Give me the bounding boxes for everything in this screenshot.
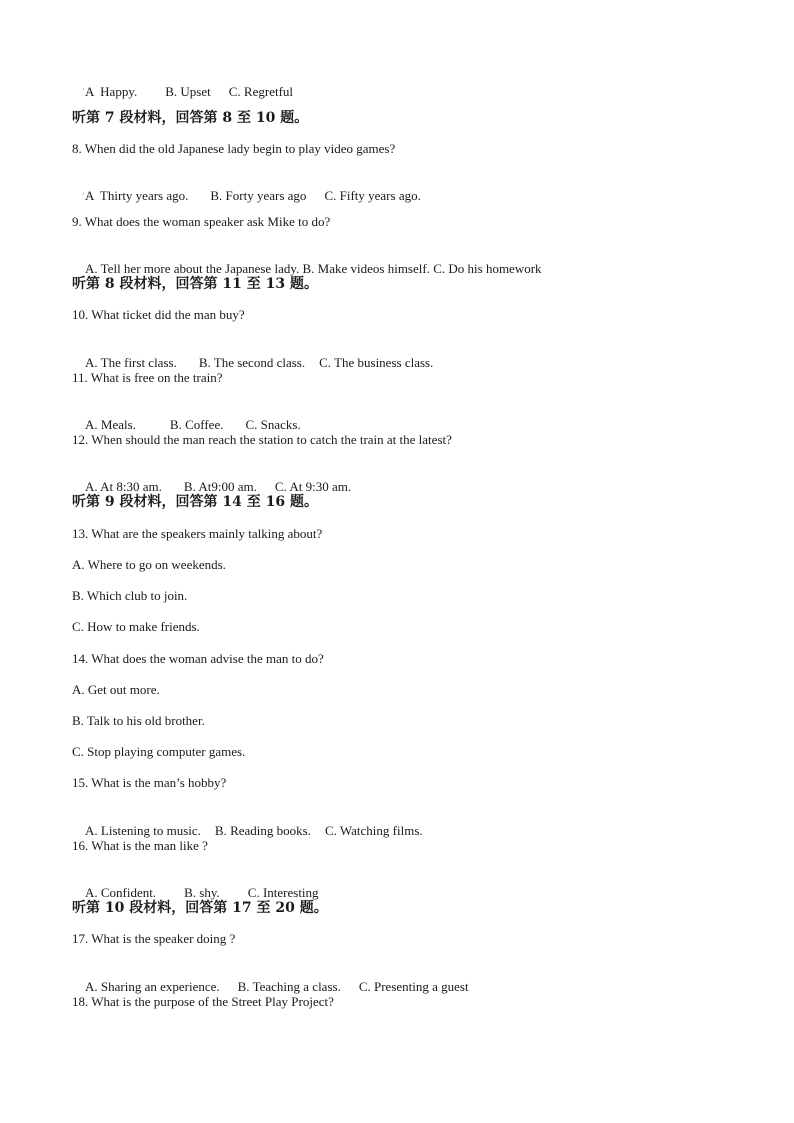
q13-option-c: C. How to make friends.: [72, 619, 200, 634]
q7-option-b: B. Upset: [165, 84, 211, 99]
q14-option-b: B. Talk to his old brother.: [72, 713, 205, 728]
q14-option-a: A. Get out more.: [72, 682, 160, 697]
q8-option-a: A Thirty years ago.: [85, 188, 189, 203]
q11-option-c: C. Snacks.: [245, 417, 301, 432]
q7-option-a: A Happy.: [85, 84, 138, 99]
q17-option-a: A. Sharing an experience.: [85, 979, 220, 994]
q10-option-b: B. The second class.: [198, 355, 306, 370]
q13-option-b: B. Which club to join.: [72, 588, 188, 603]
q16-question: 16. What is the man like ?: [72, 838, 208, 853]
q16-option-a: A. Confident.: [85, 885, 157, 900]
q14-question: 14. What does the woman advise the man to do?: [72, 651, 324, 666]
q9-question: 9. What does the woman speaker ask Mike to do?: [72, 214, 331, 229]
section10-heading: 听第 10 段材料，回答第 17 至 20 题。: [72, 900, 328, 916]
q13-option-a: A. Where to go on weekends.: [72, 557, 226, 572]
q10-option-c: C. The business class.: [319, 355, 434, 370]
q15-option-b: B. Reading books.: [214, 823, 311, 838]
q12-option-c: C. At 9:30 am.: [274, 479, 352, 494]
q10-question: 10. What ticket did the man buy?: [72, 307, 245, 322]
q7-options: [72, 68, 293, 116]
q12-option-a: A. At 8:30 am.: [85, 479, 162, 494]
q12-question: 12. When should the man reach the station to catch the train at the latest?: [72, 432, 452, 447]
q15-option-a: A. Listening to music.: [85, 823, 201, 838]
q17-question: 17. What is the speaker doing ?: [72, 931, 236, 946]
q11-question: 11. What is free on the train?: [72, 370, 223, 385]
q15-option-c: C. Watching films.: [324, 823, 423, 838]
section8-heading: 听第 8 段材料，回答第 11 至 13 题。: [72, 276, 318, 292]
q8-option-c: C. Fifty years ago.: [324, 188, 421, 203]
q9-option-a: A. Tell her more about the Japanese lady.: [85, 261, 300, 276]
dot-mark: ·: [82, 85, 85, 94]
q14-option-c: C. Stop playing computer games.: [72, 744, 246, 759]
q7-option-c: C. Regretful: [228, 84, 294, 99]
q8-question: 8. When did the old Japanese lady begin to play video games?: [72, 141, 396, 156]
q16-option-c: C. Interesting: [247, 885, 319, 900]
q9-option-b: B. Make videos himself.: [302, 261, 430, 276]
dot-mark: ·: [82, 190, 85, 199]
q11-option-b: B. Coffee.: [169, 417, 224, 432]
q12-option-b: B. At9:00 am.: [183, 479, 257, 494]
q17-option-b: B. Teaching a class.: [237, 979, 341, 994]
q16-option-b: B. shy.: [184, 885, 220, 900]
q11-option-a: A. Meals.: [85, 417, 136, 432]
q10-option-a: A. The first class.: [85, 355, 177, 370]
q13-question: 13. What are the speakers mainly talking about?: [72, 526, 323, 541]
section9-heading: 听第 9 段材料，回答第 14 至 16 题。: [72, 494, 318, 510]
q18-question: 18. What is the purpose of the Street Play Project?: [72, 994, 334, 1009]
q15-question: 15. What is the man’s hobby?: [72, 775, 227, 790]
section7-heading: 听第 7 段材料，回答第 8 至 10 题。: [72, 110, 309, 126]
q17-option-c: C. Presenting a guest: [358, 979, 469, 994]
q8-options: [72, 172, 421, 220]
q8-option-b: B. Forty years ago: [210, 188, 307, 203]
q9-option-c: C. Do his homework: [433, 261, 542, 276]
